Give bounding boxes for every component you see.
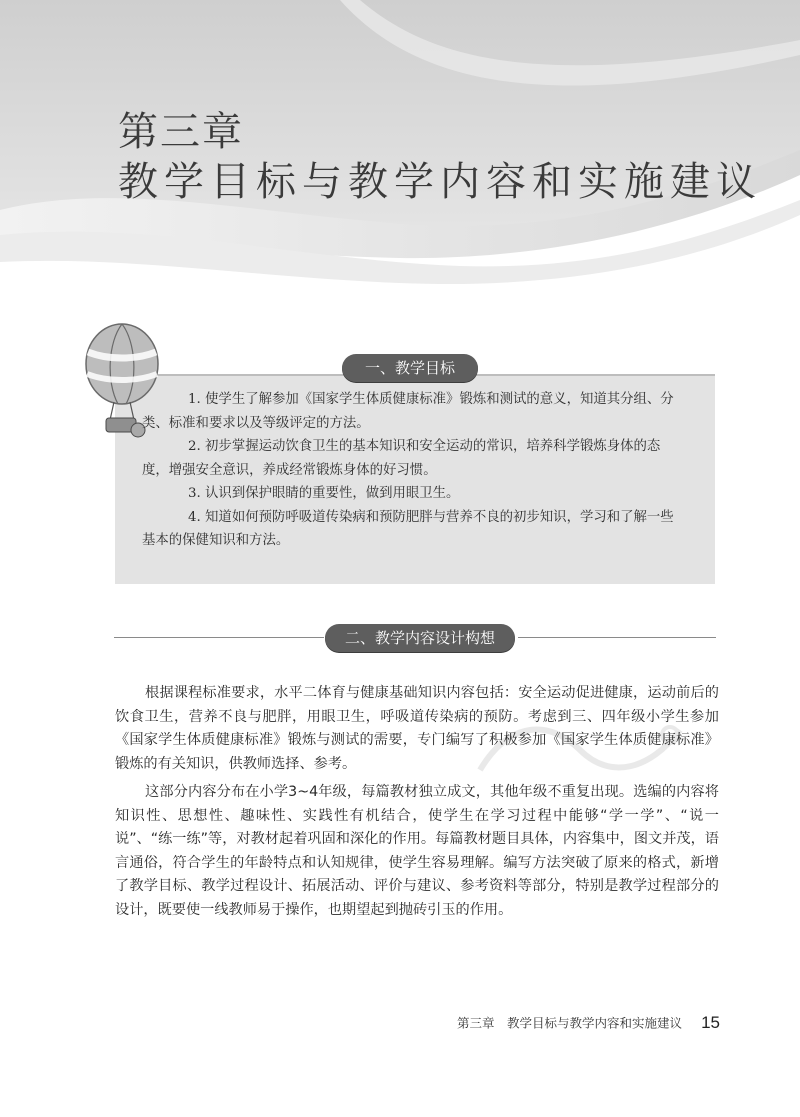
goal-item: 4. 知道如何预防呼吸道传染病和预防肥胖与营养不良的初步知识，学习和了解一些基本的保健知识和方法。 (142, 509, 674, 548)
section-divider-left (114, 637, 324, 638)
chapter-number: 第三章 (118, 109, 244, 155)
body-paragraph: 根据课程标准要求，水平二体育与健康基础知识内容包括：安全运动促进健康，运动前后的饮食卫生，营养不良与肥胖，用眼卫生，呼吸道传染病的预防。考虑到三、四年级小学生参加《国家学生体质健康标准》锻炼与测试的需要，专门编写了积极参加《国家学生体质健康标准》锻炼的有关知识，供教师选择、参考。 (115, 685, 719, 772)
goal-item: 2. 初步掌握运动饮食卫生的基本知识和安全运动的常识，培养科学锻炼身体的态度，增强安全意识，养成经常锻炼身体的好习惯。 (142, 439, 661, 478)
chapter-title: 教学目标与教学内容和实施建议 (118, 159, 762, 205)
goal-item: 1. 使学生了解参加《国家学生体质健康标准》锻炼和测试的意义，知道其分组、分类、标准和要求以及等级评定的方法。 (142, 392, 674, 431)
goals-heading: 一、教学目标 (342, 354, 478, 382)
design-heading: 二、教学内容设计构想 (325, 624, 515, 652)
body-paragraph: 这部分内容分布在小学3~4年级，每篇教材独立成文，其他年级不重复出现。选编的内容将知识性、思想性、趣味性、实践性有机结合，使学生在学习过程中能够“学一学”、“说一说”、“练一练”等，对教材起着巩固和深化的作用。每篇教材题目具体，内容集中，图文并茂，语言通俗，符合学生的年龄特点和认知规律，使学生容易理解。编写方法突破了原来的格式，新增了教学目标、教学过程设计、拓展活动、评价与建议、参考资料等部分，特别是教学过程部分的设计，既要使一线教师易于操作，也期望起到抛砖引玉的作用。 (115, 784, 719, 918)
page-footer (420, 1012, 720, 1036)
page-number: 15 (701, 1012, 720, 1032)
section-divider-right (518, 637, 716, 638)
running-title: 第三章 教学目标与教学内容和实施建议 (456, 1015, 682, 1031)
design-body (115, 682, 719, 922)
goals-list (142, 388, 682, 553)
goal-item: 3. 认识到保护眼睛的重要性，做到用眼卫生。 (188, 486, 460, 501)
